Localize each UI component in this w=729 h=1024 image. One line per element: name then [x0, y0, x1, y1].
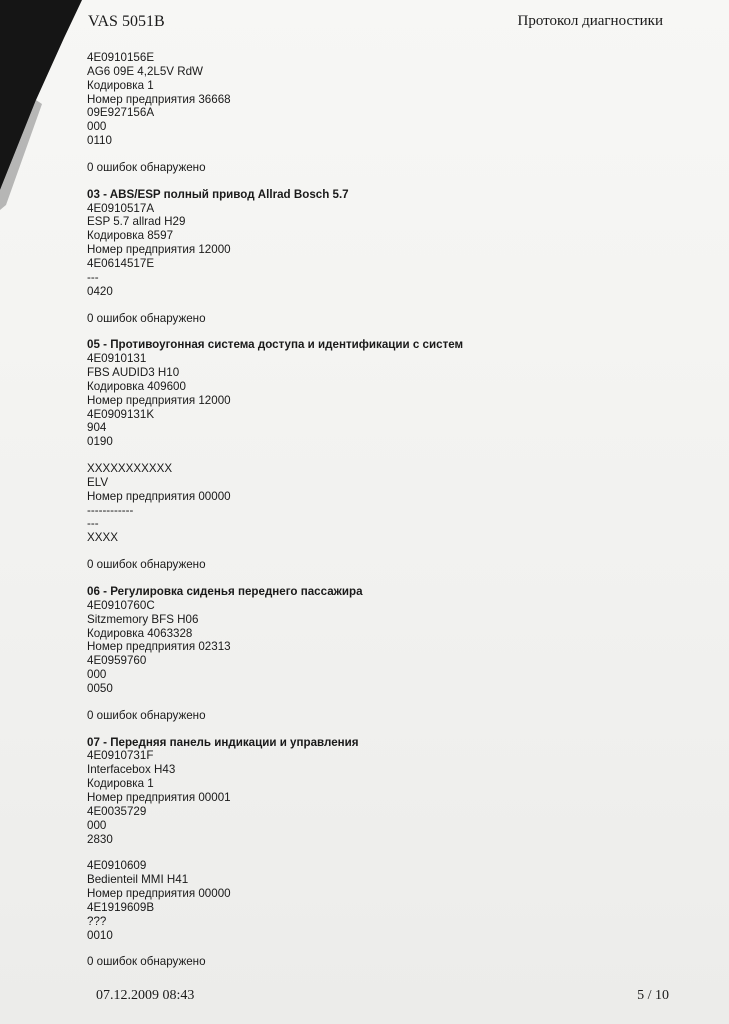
- error-count: 0 ошибок обнаружено: [87, 708, 206, 722]
- hw-version: 904: [87, 421, 107, 435]
- hw-version: 000: [87, 668, 107, 682]
- module-title: 06 - Регулировка сиденья переднего пассажира: [87, 585, 363, 598]
- part-number: 4E0910760C: [87, 598, 155, 612]
- workshop-code: Номер предприятия 02313: [87, 640, 231, 654]
- module-block-06: [87, 585, 687, 723]
- part-number: 4E0910517A: [87, 201, 155, 215]
- sub-hw-part-number: 4E1919609B: [87, 900, 155, 914]
- hw-version: 000: [87, 818, 107, 832]
- error-count: 0 ошибок обнаружено: [87, 160, 206, 174]
- sw-version: 0050: [87, 681, 113, 695]
- module-block-01: [87, 51, 687, 175]
- part-number: 4E0910131: [87, 352, 147, 366]
- coding: Кодировка 8597: [87, 229, 174, 243]
- header-device: VAS 5051B: [88, 13, 165, 30]
- workshop-code: Номер предприятия 00001: [87, 790, 231, 804]
- sub-part-number: XXXXXXXXXXX: [87, 462, 173, 476]
- protocol-body: [87, 51, 687, 969]
- header-title: Протокол диагностики: [517, 13, 663, 29]
- component-name: AG6 09E 4,2L5V RdW: [87, 64, 203, 78]
- module-block-03: [87, 188, 687, 326]
- sw-version: 2830: [87, 832, 113, 846]
- module-title: 03 - ABS/ESP полный привод Allrad Bosch 5.7: [87, 187, 349, 201]
- coding: Кодировка 1: [87, 78, 154, 92]
- component-name: FBS AUDID3 H10: [87, 366, 180, 380]
- component-name: Interfacebox H43: [87, 763, 176, 777]
- hw-part-number: 4E0035729: [87, 804, 147, 818]
- footer-page-number: 5 / 10: [637, 988, 669, 1003]
- sub-sw-version: XXXX: [87, 531, 118, 545]
- workshop-code: Номер предприятия 12000: [87, 243, 231, 257]
- sub-component-name: ELV: [87, 475, 109, 489]
- module-block-05: [87, 338, 687, 572]
- sub-part-number: 4E0910609: [87, 859, 147, 873]
- component-name: ESP 5.7 allrad H29: [87, 215, 186, 229]
- hw-version: ---: [87, 270, 99, 284]
- sub-sw-version: 0010: [87, 928, 113, 942]
- module-block-07: [87, 736, 687, 970]
- part-number: 4E0910731F: [87, 749, 154, 763]
- coding: Кодировка 409600: [87, 379, 186, 393]
- error-count: 0 ошибок обнаружено: [87, 311, 206, 325]
- hw-part-number: 09E927156A: [87, 106, 155, 120]
- hw-part-number: 4E0909131K: [87, 407, 155, 421]
- module-title: 05 - Противоугонная система доступа и идентификации с систем: [87, 338, 464, 352]
- sub-hw-version: ---: [87, 517, 99, 531]
- sub-component-name: Bedienteil MMI H41: [87, 873, 189, 887]
- sub-hw-part-number: ------------: [87, 503, 134, 517]
- sw-version: 0110: [87, 134, 112, 148]
- sub-workshop-code: Номер предприятия 00000: [87, 489, 231, 503]
- sw-version: 0190: [87, 435, 113, 449]
- part-number: 4E0910156E: [87, 51, 155, 64]
- hw-version: 000: [87, 120, 107, 134]
- module-title: 07 - Передняя панель индикации и управления: [87, 735, 359, 749]
- sub-workshop-code: Номер предприятия 00000: [87, 887, 231, 901]
- hw-part-number: 4E0959760: [87, 654, 147, 668]
- hw-part-number: 4E0614517E: [87, 256, 155, 270]
- workshop-code: Номер предприятия 36668: [87, 92, 231, 106]
- coding: Кодировка 1: [87, 777, 154, 791]
- error-count: 0 ошибок обнаружено: [87, 955, 206, 969]
- sw-version: 0420: [87, 284, 113, 298]
- component-name: Sitzmemory BFS H06: [87, 612, 199, 626]
- workshop-code: Номер предприятия 12000: [87, 393, 231, 407]
- footer-datetime: 07.12.2009 08:43: [96, 988, 195, 1003]
- sub-hw-version: ???: [87, 914, 107, 928]
- error-count: 0 ошибок обнаружено: [87, 558, 206, 572]
- coding: Кодировка 4063328: [87, 626, 193, 640]
- scan-shadow-corner: [0, 0, 82, 210]
